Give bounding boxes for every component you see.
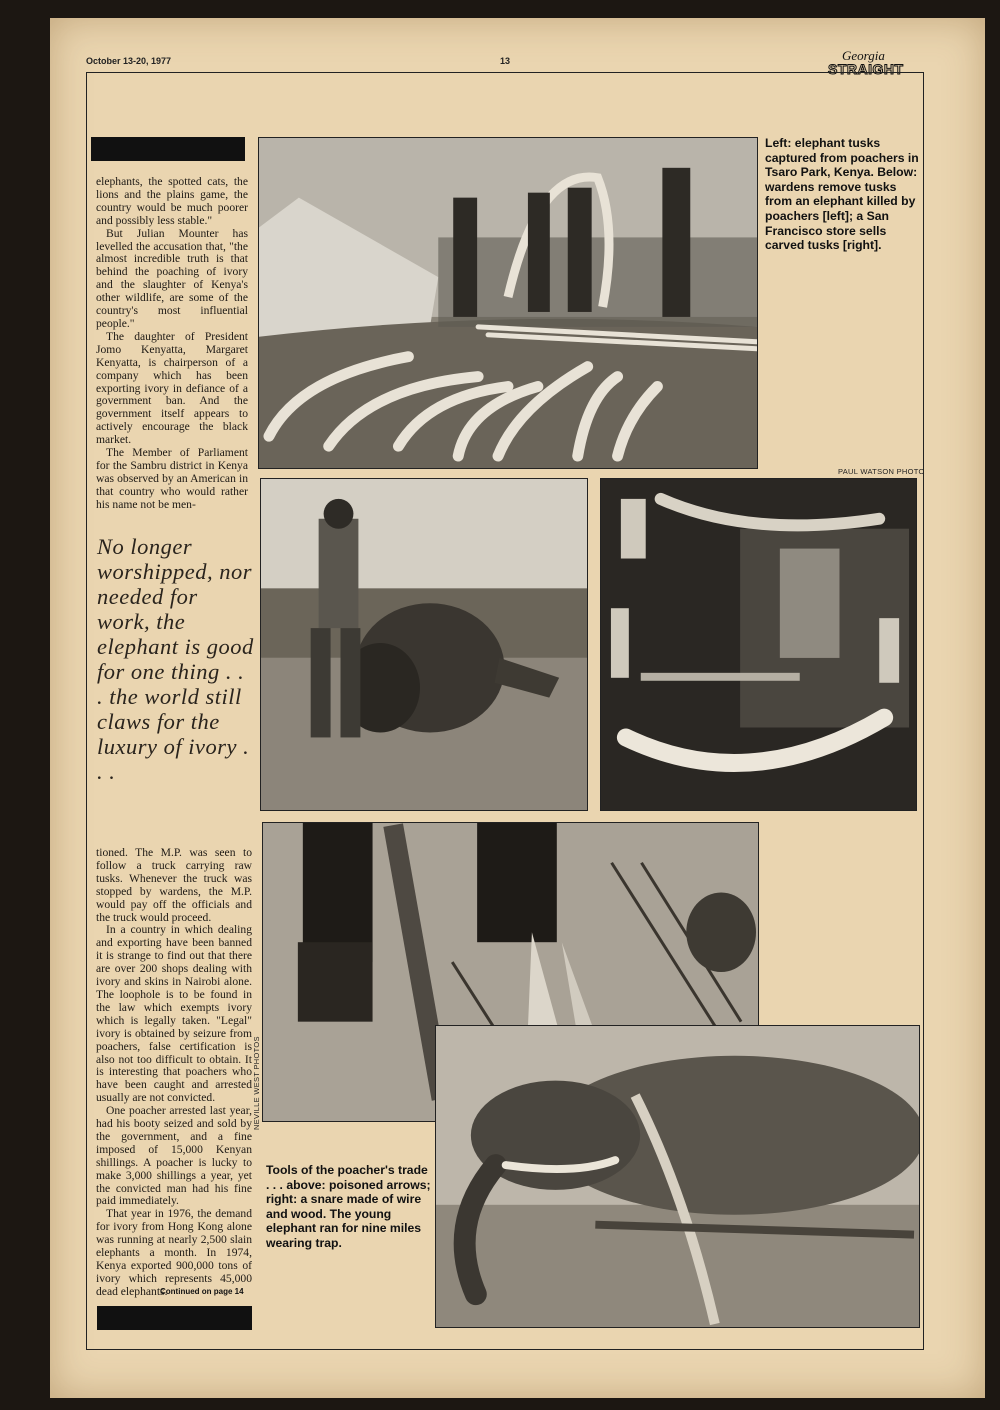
photo-credit-west: NEVILLE WEST PHOTOS (252, 1036, 261, 1130)
article-column-bottom (96, 847, 252, 1299)
top-black-bar (91, 137, 245, 161)
paragraph: tioned. The M.P. was seen to follow a truck carrying raw tusks. Whenever the truck was stopped by wardens, the M.P. would pay off the officials and the truck would proceed. (96, 846, 252, 924)
paragraph: That year in 1976, the demand for ivory from Hong Kong alone was running at nearly 2,500 slain elephants a month. In 1974, Kenya exported 900,000 tons of ivory which represents 45,000 dead elephants. (96, 1207, 252, 1298)
paragraph: One poacher arrested last year, had his booty seized and sold by the government, and a fine imposed of 15,000 Kenyan shillings. A poacher is lucky to make 3,000 shillings a year, yet the convicted man had his fine paid immediately. (96, 1104, 252, 1208)
photo-store-window (600, 478, 917, 811)
photo-dead-elephant (435, 1025, 920, 1328)
photo-tusks-camp (258, 137, 758, 469)
article-column-top (96, 176, 248, 512)
paragraph: The Member of Parliament for the Sambru district in Kenya was observed by an American in that country who would rather his name not be men- (96, 446, 248, 511)
page-number: 13 (500, 56, 511, 66)
issue-date: October 13-20, 1977 (86, 56, 172, 66)
caption-bottom: Tools of the poacher's trade . . . above: poisoned arrows; right: a snare made of wire and wood. The young elephant ran for nine miles wearing trap. (266, 1163, 431, 1250)
paragraph: The daughter of President Jomo Kenyatta, Margaret Kenyatta, is chairperson of a company which has been exporting ivory in defiance of a government ban. And the government itself appears to actively encourage the black market. (96, 329, 248, 447)
paragraph: elephants, the spotted cats, the lions and the plains game, the country would be much poorer and possibly less stable." (96, 175, 248, 227)
masthead-script: Georgia (842, 48, 885, 63)
continued-note: Continued on page 14 (160, 1287, 244, 1296)
pull-quote: No longer worshipped, nor needed for work, the elephant is good for one thing . . . the world still claws for the luxury of ivory . . . (97, 534, 254, 784)
bottom-black-bar (97, 1306, 252, 1330)
paragraph: In a country in which dealing and exporting have been banned it is strange to find out that there are over 200 shops dealing with ivory and skins in Nairobi alone. The loophole is to be found in the law which exempts ivory which is legally taken. "Legal" ivory is obtained by seizure from poachers, false certification is also not too difficult to obtain. It is interesting that poachers who have been caught and arrested usually are not convicted. (96, 923, 252, 1105)
photo-wardens-elephant (260, 478, 588, 811)
masthead-logo: STRAIGHT (828, 61, 904, 77)
caption-top-right: Left: elephant tusks captured from poachers in Tsaro Park, Kenya. Below: wardens remove tusks from an elephant killed by poachers [left]; a San Francisco store sells carved tusks [right]. (765, 136, 919, 253)
paragraph: But Julian Mounter has levelled the accusation that, "the almost incredible truth is that behind the poaching of ivory and the slaughter of Kenya's other wildlife, are some of the country's most influential people." (96, 226, 248, 330)
photo-credit-watson: PAUL WATSON PHOTO (838, 467, 925, 476)
